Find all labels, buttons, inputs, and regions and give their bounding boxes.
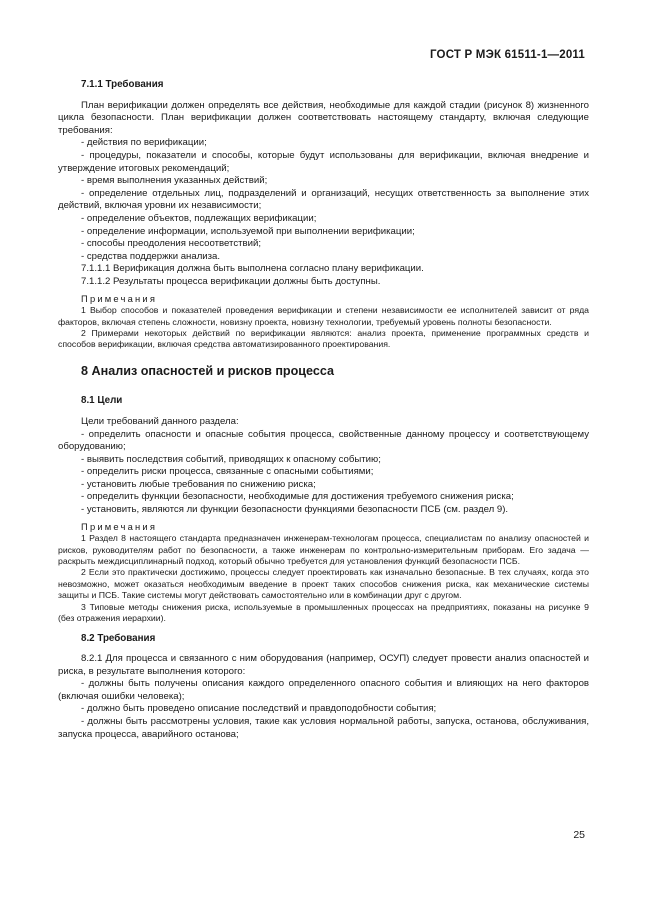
list-item: - определить функции безопасности, необходимые для достижения требуемого снижения риска;: [81, 491, 514, 503]
section-8-2-heading: 8.2 Требования: [81, 632, 156, 644]
section-7-1-1-heading: 7.1.1 Требования: [81, 79, 164, 90]
page-number: 25: [573, 829, 585, 841]
list-item: - установить любые требования по снижению риска;: [81, 478, 316, 490]
note: 1 Раздел 8 настоящего стандарта предназначен инженерам-технологам процесса, специалистам по анализу опасностей и рисков, руководителям работ по безопасности, а также инженерам по контрольно-измерительным приборам. Его задача — раскрыть междисциплинарный подход, который обычно требуется для установления функций безопасности ПСБ.: [58, 533, 589, 567]
page-content: [58, 79, 589, 741]
list-item: - выявить последствия событий, приводящих к опасному событию;: [81, 453, 381, 465]
paragraph: 8.2.1 Для процесса и связанного с ним оборудования (например, ОСУП) следует провести анализ опасностей и риска, в результате выполнения которого:: [58, 653, 589, 677]
note: 3 Типовые методы снижения риска, используемые в промышленных процессах на предприятиях, показаны на рисунке 9 (без отражения иерархии).: [58, 601, 589, 624]
paragraph: 7.1.1.2 Результаты процесса верификации должны быть доступны.: [81, 275, 381, 287]
standard-header: ГОСТ Р МЭК 61511-1—2011: [429, 49, 585, 61]
section-8-1-heading: 8.1 Цели: [81, 395, 123, 407]
list-item: - должны быть получены описания каждого определенного опасного события и влияющих на него факторов (включая ошибки человека);: [58, 678, 589, 702]
note: 2 Примерами некоторых действий по верификации являются: анализ проекта, применение программных средств и способов верификации, включая средства автоматизированного проектирования.: [58, 327, 589, 350]
list-item: - определение информации, используемой при выполнении верификации;: [81, 225, 415, 237]
note: 2 Если это практически достижимо, процессы следует проектировать как изначально безопасные. В тех случаях, когда это невозможно, может оказаться необходимым введение в проект таких способов снижения риска, как механические системы защиты и ПСБ. Такие системы могут действовать самостоятельно или в комбинации друг с другом.: [58, 567, 589, 601]
list-item: - должно быть проведено описание последствий и правдоподобности события;: [81, 703, 437, 715]
list-item: - установить, являются ли функции безопасности функциями безопасности ПСБ (см. раздел 9).: [81, 504, 509, 516]
list-item: - время выполнения указанных действий;: [81, 175, 268, 187]
section-8-heading: 8 Анализ опасностей и рисков процесса: [81, 363, 335, 378]
list-item: - средства поддержки анализа.: [81, 250, 221, 262]
list-item: - должны быть рассмотрены условия, такие как условия нормальной работы, запуска, останова, обслуживания, запуска процесса, аварийного останова;: [58, 716, 589, 740]
paragraph: 7.1.1.1 Верификация должна быть выполнена согласно плану верификации.: [81, 263, 424, 275]
list-item: - способы преодоления несоответствий;: [81, 238, 262, 250]
note: 1 Выбор способов и показателей проведения верификации и степени независимости ее исполнителей зависит от ряда факторов, включая степень сложности, новизну проекта, новизну технологии, требуемый уровень полноты безопасности.: [58, 305, 589, 327]
list-item: - определить риски процесса, связанные с опасными событиями;: [81, 466, 374, 478]
list-item: - действия по верификации;: [81, 137, 207, 149]
notes-title: Примечания: [81, 292, 158, 304]
notes-title: Примечания: [81, 520, 158, 532]
list-item: - процедуры, показатели и способы, которые будут использованы для верификации, включая внедрение и утверждение итоговых рекомендаций;: [58, 149, 589, 174]
paragraph: План верификации должен определять все действия, необходимые для каждой стадии (рисунок 8) жизненного цикла безопасности. План верификации должен соответствовать настоящему стандарту, включая следующие требования:: [58, 99, 589, 136]
list-item: - определение отдельных лиц, подразделений и организаций, несущих ответственность за выполнение этих действий, включая уровни их независимости;: [58, 187, 589, 212]
list-item: - определить опасности и опасные события процесса, свойственные данному процессу и соответствующему оборудованию;: [58, 428, 589, 453]
paragraph: Цели требований данного раздела:: [81, 415, 239, 427]
list-item: - определение объектов, подлежащих верификации;: [81, 212, 317, 224]
